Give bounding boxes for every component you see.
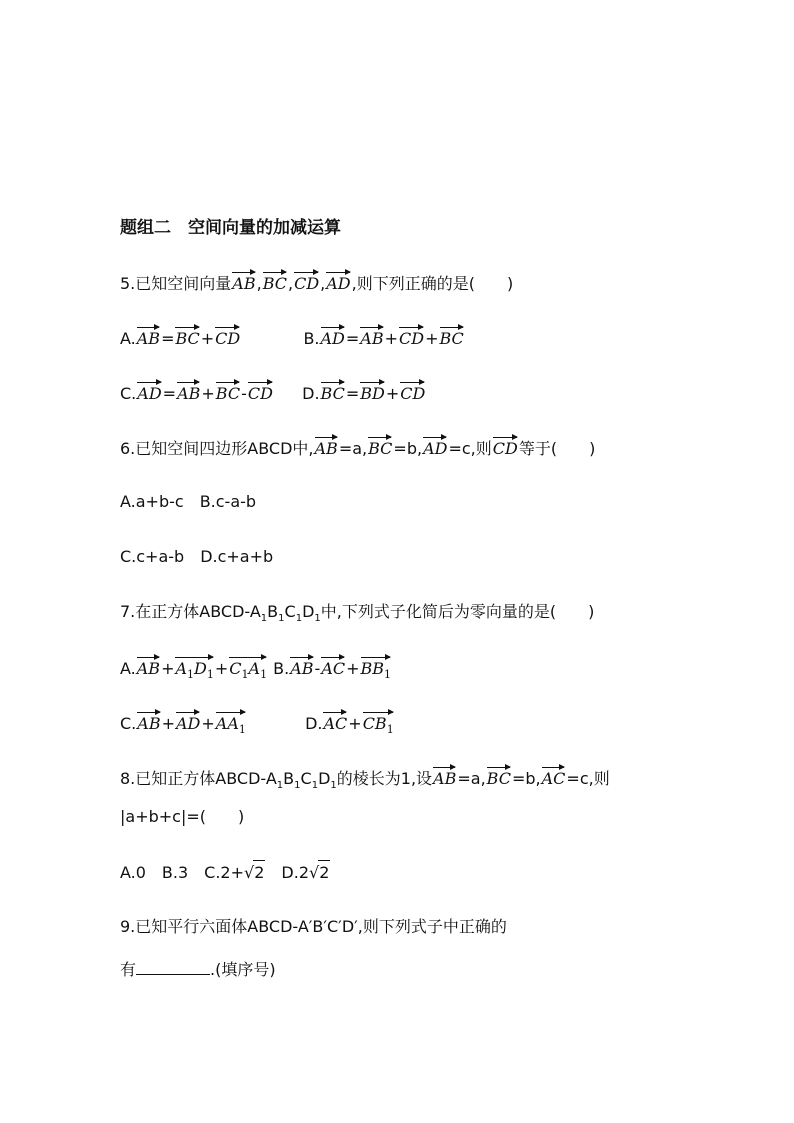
question-9-stem: 9.已知平行六面体ABCD-A′B′C′D′,则下列式子中正确的 [120, 917, 507, 936]
vector-AD: AD [326, 270, 350, 293]
q5-option-c: C.AD=AB+BC-CD [120, 384, 274, 403]
q7-option-b: $B.AB-AC+BB_1$ [273, 659, 392, 678]
question-8-stem: 8.已知正方体ABCD-$A_1B_1C_1D_1$的棱长为1,设AB=a,BC=b,AC=c,则 [120, 765, 610, 798]
q9-stem2-suffix: .(填序号) [210, 960, 276, 979]
question-6-stem: 6.已知空间四边形ABCD中,AB=a,BC=b,AD=c,则CD等于( ) [120, 435, 595, 461]
vector-BC: BC [263, 270, 287, 293]
q9-stem2-prefix: 有 [120, 960, 137, 979]
vector-AB: AB [232, 270, 255, 293]
section-heading: 题组二 空间向量的加减运算 [120, 218, 341, 238]
q7-option-d: $D.AC+CB_1$ [305, 714, 395, 733]
question-5-options-cd [120, 380, 426, 406]
question-5-stem: 5.已知空间向量AB,BC,CD,AD,则下列正确的是( ) [120, 270, 513, 296]
question-6-options-ab: A.a+b-c B.c-a-b [120, 492, 257, 511]
q5-option-a: A.AB=BC+CD [120, 329, 241, 348]
q6-stem-prefix: 6.已知空间四边形ABCD中, [120, 439, 314, 458]
q5-stem-prefix: 5.已知空间向量 [120, 274, 232, 293]
q7-option-a: $A.AB+A_1D_1+C_1A_1$ [120, 659, 268, 678]
question-6-options-cd: C.c+a-b D.c+a+b [120, 547, 274, 566]
question-9-stem-line2 [120, 958, 276, 982]
question-8-options: A.0 B.3 C.2+√2 D.2√2 [120, 860, 330, 885]
q7-option-c: $C.AB+AD+AA_1$ [120, 714, 247, 733]
question-7-options-cd [120, 710, 395, 739]
q5-option-b: B.AD=AB+CD+BC [303, 329, 464, 348]
q5-stem-suffix: ,则下列正确的是( ) [351, 274, 514, 293]
question-5-options-ab [120, 325, 465, 351]
q5-option-d: D.BC=BD+CD [302, 384, 426, 403]
question-7-options-ab [120, 655, 392, 684]
vector-CD: CD [294, 270, 319, 293]
question-7-stem: 7.在正方体ABCD-$A_1B_1C_1D_1$中,下列式子化简后为零向量的是( ) [120, 602, 595, 625]
answer-blank[interactable] [136, 958, 210, 975]
question-8-stem-line2: |a+b+c|=( ) [120, 807, 245, 826]
